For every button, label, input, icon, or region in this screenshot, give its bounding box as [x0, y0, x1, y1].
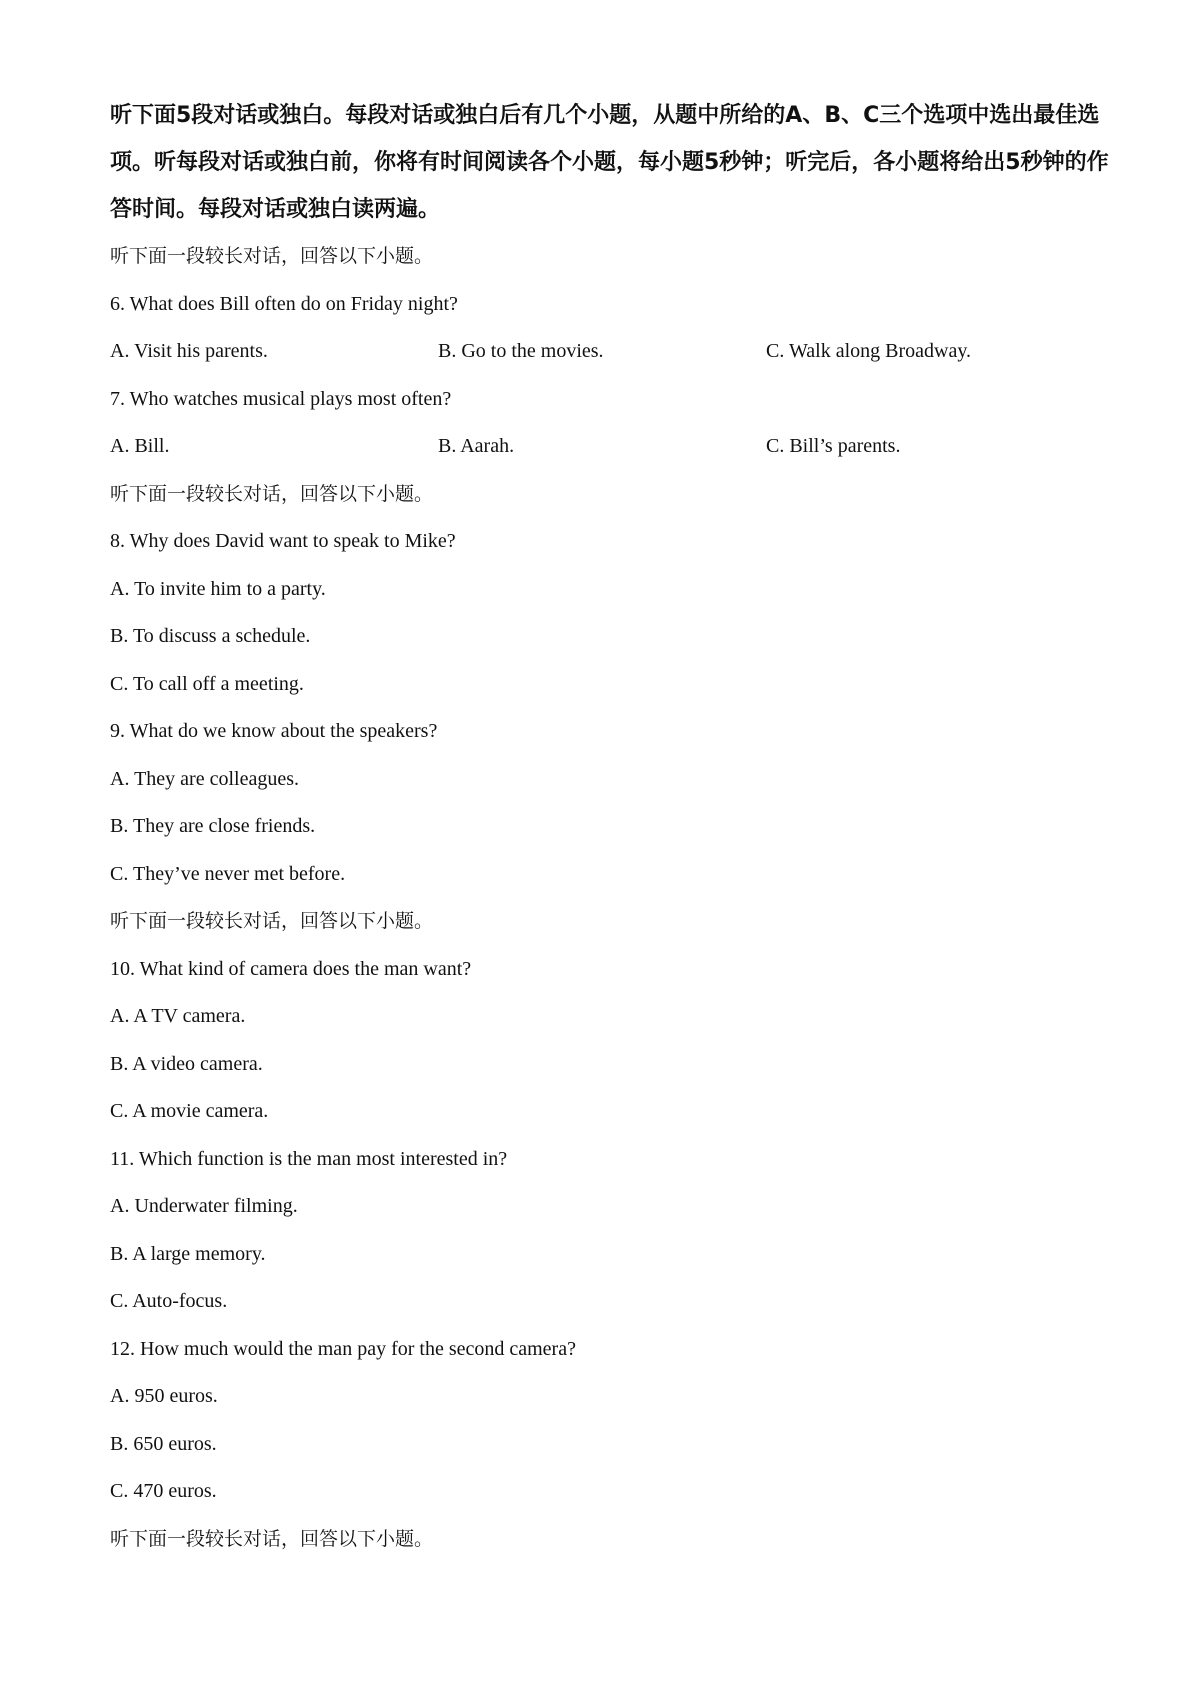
option-b: B. Aarah.	[438, 435, 515, 457]
dialogue-note: 听下面一段较长对话，回答以下小题。	[110, 1527, 434, 1550]
option-c: C. 470 euros.	[110, 1480, 217, 1502]
option-a: A. To invite him to a party.	[110, 577, 326, 600]
option-b: B. 650 euros.	[110, 1432, 217, 1455]
question-8: 8. Why does David want to speak to Mike?	[110, 530, 456, 552]
question-10: 10. What kind of camera does the man want?	[110, 957, 472, 980]
section-instruction: 听下面5段对话或独白。每段对话或独白后有几个小题，从题中所给的A、B、C三个选项中选出最佳选项。听每段对话或独白前，你将有时间阅读各个小题，每小题5秒钟；听完后，各小题将给出5秒钟的作答时间。每段对话或独白读两遍。	[110, 103, 1109, 222]
dialogue-note: 听下面一段较长对话，回答以下小题。	[110, 245, 434, 267]
question-11: 11. Which function is the man most interested in?	[110, 1147, 508, 1170]
option-c: C. Walk along Broadway.	[766, 340, 972, 362]
question-6: 6. What does Bill often do on Friday night?	[110, 292, 458, 315]
option-a: A. 950 euros.	[110, 1385, 218, 1407]
question-7-options	[110, 423, 1110, 471]
option-b: B. To discuss a schedule.	[110, 625, 311, 647]
option-c: C. To call off a meeting.	[110, 672, 304, 695]
option-a: A. They are colleagues.	[110, 767, 299, 790]
question-6-options	[110, 328, 1110, 376]
question-7: 7. Who watches musical plays most often?	[110, 387, 452, 410]
option-c: C. Auto-focus.	[110, 1290, 228, 1312]
option-b: B. A large memory.	[110, 1242, 266, 1265]
option-a: A. Visit his parents.	[110, 340, 268, 362]
dialogue-note: 听下面一段较长对话，回答以下小题。	[110, 910, 434, 932]
option-b: B. They are close friends.	[110, 815, 316, 837]
option-b: B. Go to the movies.	[438, 340, 604, 362]
option-a: A. Bill.	[110, 435, 170, 457]
option-a: A. Underwater filming.	[110, 1195, 298, 1217]
option-c: C. A movie camera.	[110, 1100, 269, 1122]
option-b: B. A video camera.	[110, 1052, 263, 1075]
option-c: C. Bill’s parents.	[766, 435, 901, 457]
dialogue-note: 听下面一段较长对话，回答以下小题。	[110, 482, 434, 505]
exam-page	[110, 92, 1110, 1563]
option-a: A. A TV camera.	[110, 1005, 246, 1027]
option-c: C. They’ve never met before.	[110, 862, 346, 885]
question-9: 9. What do we know about the speakers?	[110, 720, 438, 742]
question-12: 12. How much would the man pay for the second camera?	[110, 1337, 576, 1360]
